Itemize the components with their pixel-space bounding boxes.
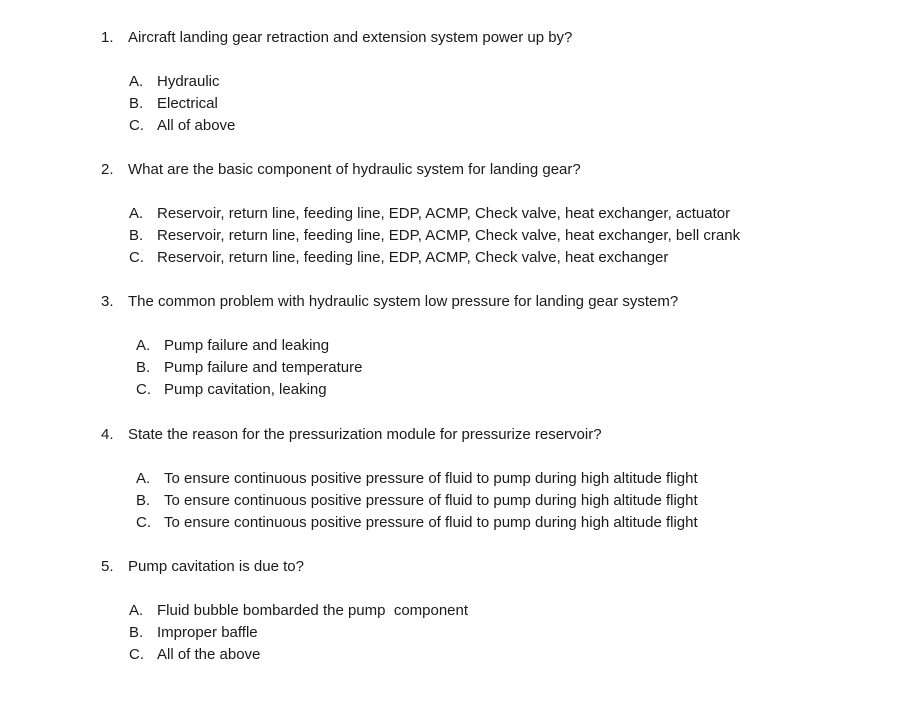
option-5a (129, 600, 468, 622)
question-5-stem (101, 556, 304, 578)
option-text: To ensure continuous positive pressure of fluid to pump during high altitude flight (164, 514, 698, 531)
question-3-text: The common problem with hydraulic system low pressure for landing gear system? (128, 293, 679, 310)
question-4-number: 4. (101, 426, 114, 443)
question-3-number: 3. (101, 293, 114, 310)
option-letter: B. (136, 492, 151, 509)
option-text: To ensure continuous positive pressure of fluid to pump during high altitude flight (164, 470, 698, 487)
question-5-text: Pump cavitation is due to? (128, 558, 304, 575)
option-letter: C. (129, 646, 144, 663)
question-3-stem (101, 291, 678, 313)
option-text: Reservoir, return line, feeding line, EDP, ACMP, Check valve, heat exchanger, bell crank (157, 227, 741, 244)
option-5c (129, 644, 260, 666)
option-1b (129, 93, 218, 115)
option-text: To ensure continuous positive pressure of fluid to pump during high altitude flight (164, 492, 698, 509)
option-text: Electrical (157, 95, 218, 112)
option-letter: B. (136, 359, 151, 376)
option-text: Pump cavitation, leaking (164, 381, 327, 398)
question-1-number: 1. (101, 29, 114, 46)
option-text: Hydraulic (157, 73, 220, 90)
option-letter: A. (136, 337, 151, 354)
question-4-text: State the reason for the pressurization module for pressurize reservoir? (128, 426, 602, 443)
option-2c (129, 247, 668, 269)
option-text: Pump failure and temperature (164, 359, 363, 376)
option-text: All of the above (157, 646, 261, 663)
option-text: Improper baffle (157, 624, 258, 641)
option-2a (129, 203, 730, 225)
option-3b (136, 357, 362, 379)
question-2-stem (101, 159, 581, 181)
option-4c (136, 512, 698, 534)
option-letter: B. (129, 624, 144, 641)
option-5b (129, 622, 258, 644)
question-2-text: What are the basic component of hydraulic system for landing gear? (128, 161, 581, 178)
option-letter: A. (129, 602, 144, 619)
option-text: Reservoir, return line, feeding line, EDP, ACMP, Check valve, heat exchanger (157, 249, 669, 266)
option-1a (129, 71, 220, 93)
option-letter: B. (129, 95, 144, 112)
option-letter: A. (129, 73, 144, 90)
option-letter: C. (136, 381, 151, 398)
option-text: Reservoir, return line, feeding line, EDP, ACMP, Check valve, heat exchanger, actuator (157, 205, 731, 222)
question-5-number: 5. (101, 558, 114, 575)
option-letter: A. (129, 205, 144, 222)
option-text: All of above (157, 117, 236, 134)
option-letter: C. (129, 249, 144, 266)
question-4-stem (101, 424, 602, 446)
option-text: Pump failure and leaking (164, 337, 330, 354)
option-2b (129, 225, 740, 247)
option-text: Fluid bubble bombarded the pump component (157, 602, 469, 619)
option-3a (136, 335, 329, 357)
option-letter: A. (136, 470, 151, 487)
option-3c (136, 379, 327, 401)
option-letter: B. (129, 227, 144, 244)
option-letter: C. (129, 117, 144, 134)
question-1-stem (101, 27, 572, 49)
option-letter: C. (136, 514, 151, 531)
option-1c (129, 115, 235, 137)
question-1-text: Aircraft landing gear retraction and extension system power up by? (128, 29, 573, 46)
option-4b (136, 490, 698, 512)
question-2-number: 2. (101, 161, 114, 178)
option-4a (136, 468, 698, 490)
